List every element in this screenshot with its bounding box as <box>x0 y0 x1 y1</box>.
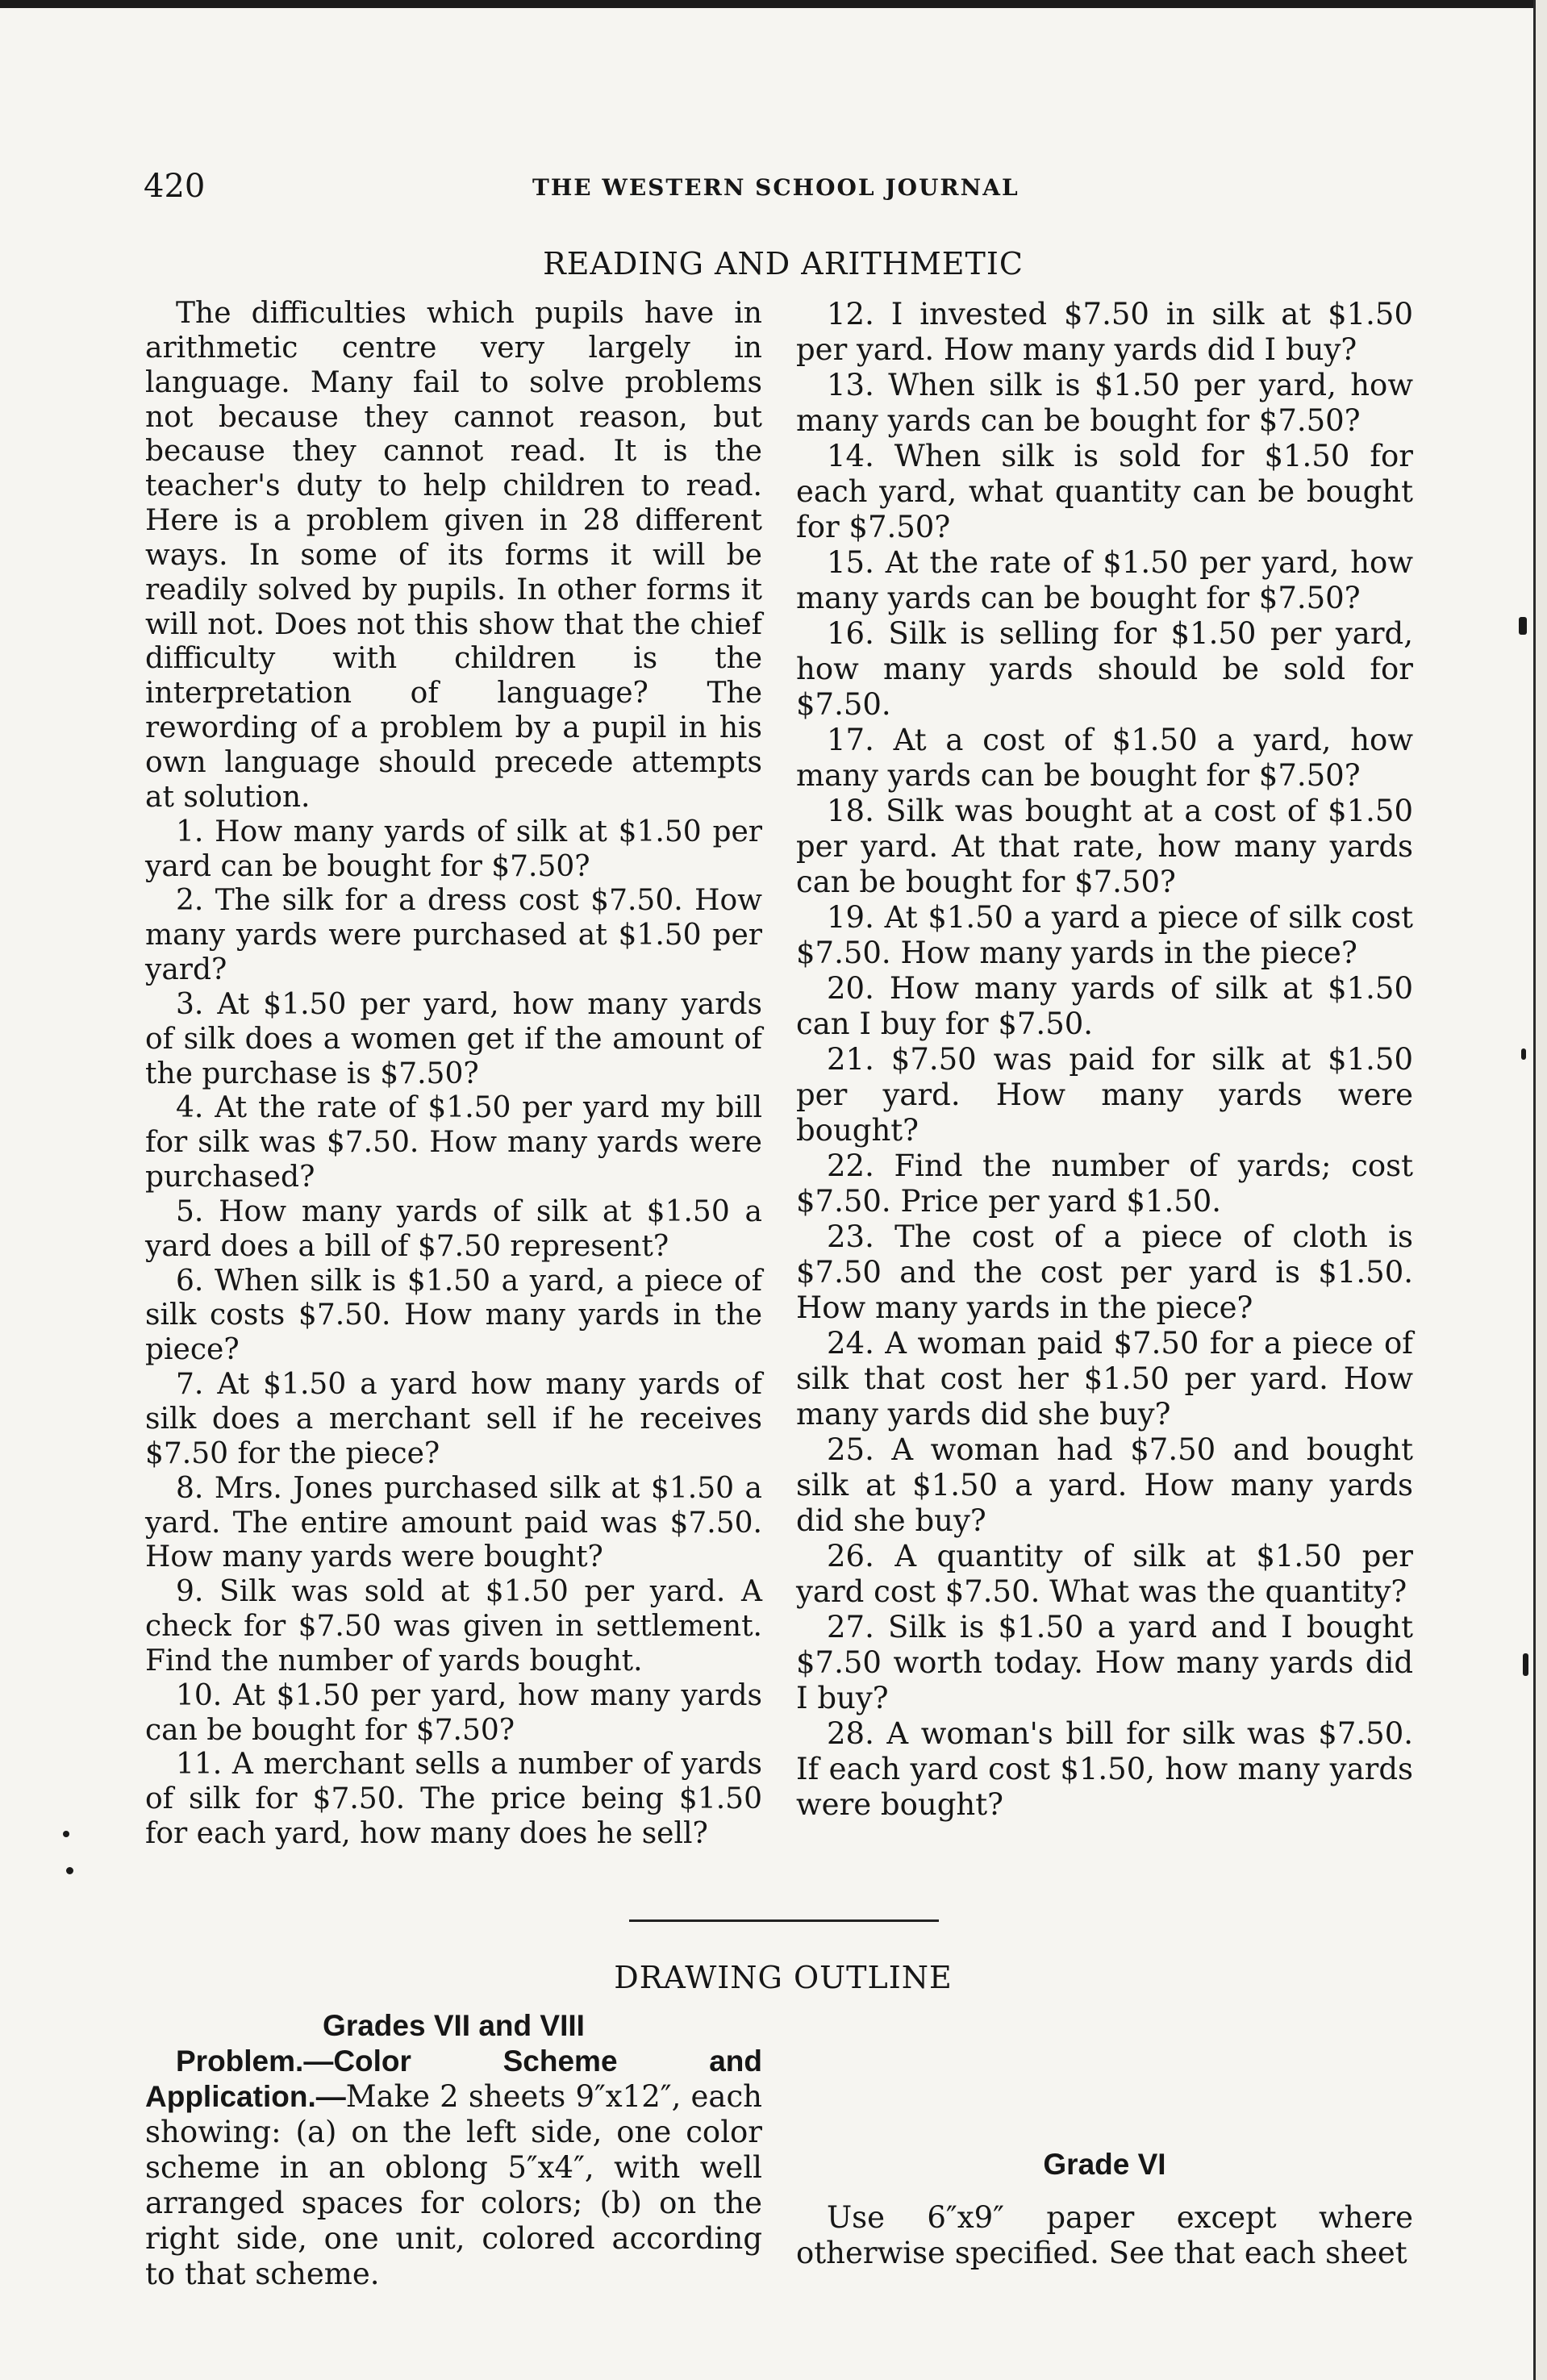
scan-speck <box>1519 617 1527 635</box>
drawing-section-title: DRAWING OUTLINE <box>614 1960 953 1995</box>
problem-item: 10. At $1.50 per yard, how many yards can be bought for $7.50? <box>145 1678 762 1747</box>
drawing-left-column <box>145 2008 762 2292</box>
problem-item: 4. At the rate of $1.50 per yard my bill for silk was $7.50. How many yards were purchased? <box>145 1091 762 1194</box>
problem-item: 27. Silk is $1.50 a yard and I bought $7.50 worth today. How many yards did I buy? <box>796 1610 1413 1715</box>
reading-right-column <box>796 297 1413 1823</box>
problem-item: 21. $7.50 was paid for silk at $1.50 per yard. How many yards were bought? <box>796 1042 1413 1148</box>
scan-speck <box>1521 1048 1526 1060</box>
problem-item: 18. Silk was bought at a cost of $1.50 per yard. At that rate, how many yards can be bought for $7.50? <box>796 794 1413 899</box>
grade6-text: Use 6″x9″ paper except where otherwise specified. See that each sheet <box>796 2200 1413 2270</box>
problem-item: 13. When silk is $1.50 per yard, how many yards can be bought for $7.50? <box>796 368 1413 438</box>
page-right-edge <box>1533 0 1536 2380</box>
problem-item: 16. Silk is selling for $1.50 per yard, how many yards should be sold for $7.50. <box>796 616 1413 722</box>
problem-label: Problem.—Color Scheme and Application.— <box>145 2044 762 2113</box>
reading-left-column <box>145 297 762 1852</box>
problem-item: 2. The silk for a dress cost $7.50. How many yards were purchased at $1.50 per yard? <box>145 884 762 987</box>
scan-speck <box>1523 1653 1528 1676</box>
problem-item: 3. At $1.50 per yard, how many yards of silk does a women get if the amount of the purchase is $7.50? <box>145 987 762 1090</box>
problem-item: 7. At $1.50 a yard how many yards of silk does a merchant sell if he receives $7.50 for the piece? <box>145 1368 762 1470</box>
page-header <box>144 168 1031 216</box>
problem-item: 1. How many yards of silk at $1.50 per yard can be bought for $7.50? <box>145 815 762 883</box>
scan-speck <box>63 1831 69 1837</box>
problem-item: 28. A woman's bill for silk was $7.50. If each yard cost $1.50, how many yards were bought? <box>796 1716 1413 1822</box>
drawing-right-column <box>796 2147 1413 2271</box>
problem-item: 22. Find the number of yards; cost $7.50. Price per yard $1.50. <box>796 1148 1413 1219</box>
page-right-margin <box>1536 0 1547 2380</box>
page-number: 420 <box>144 168 206 205</box>
problem-paragraph <box>145 2044 762 2292</box>
page-top-edge <box>0 0 1547 8</box>
scan-speck <box>66 1867 73 1874</box>
problem-item: 12. I invested $7.50 in silk at $1.50 per yard. How many yards did I buy? <box>796 297 1413 367</box>
problem-item: 26. A quantity of silk at $1.50 per yard cost $7.50. What was the quantity? <box>796 1539 1413 1609</box>
problem-text: Make 2 sheets 9″x12″, each showing: (a) on the left side, one color scheme in an oblong 5″x4″, with well arranged spaces for colors; (b) on the right side, one unit, colored according to that scheme. <box>145 2079 762 2291</box>
problem-item: 17. At a cost of $1.50 a yard, how many yards can be bought for $7.50? <box>796 723 1413 793</box>
reading-section-title: READING AND ARITHMETIC <box>543 246 1024 281</box>
reading-intro: The difficulties which pupils have in arithmetic centre very largely in language. Many fail to solve problems not because they cannot reason, but because they cannot read. It is the teacher's duty to help children to read. Here is a problem given in 28 different ways. In some of its forms it will be readily solved by pupils. In other forms it will not. Does not this show that the chief difficulty with children is the interpretation of language? The rewording of a problem by a pupil in his own language should precede attempts at solution. <box>145 297 762 814</box>
section-divider <box>629 1919 939 1922</box>
grade6-heading: Grade VI <box>1043 2148 1166 2181</box>
problem-item: 19. At $1.50 a yard a piece of silk cost $7.50. How many yards in the piece? <box>796 900 1413 970</box>
running-head: THE WESTERN SCHOOL JOURNAL <box>532 174 1020 201</box>
problem-item: 14. When silk is sold for $1.50 for each yard, what quantity can be bought for $7.50? <box>796 439 1413 544</box>
problem-item: 8. Mrs. Jones purchased silk at $1.50 a yard. The entire amount paid was $7.50. How many yards were bought? <box>145 1471 762 1574</box>
grades-heading: Grades VII and VIII <box>323 2009 585 2042</box>
problem-item: 9. Silk was sold at $1.50 per yard. A check for $7.50 was given in settlement. Find the number of yards bought. <box>145 1575 762 1678</box>
problem-item: 20. How many yards of silk at $1.50 can I buy for $7.50. <box>796 971 1413 1041</box>
problem-item: 6. When silk is $1.50 a yard, a piece of silk costs $7.50. How many yards in the piece? <box>145 1264 762 1367</box>
problem-item: 11. A merchant sells a number of yards of silk for $7.50. The price being $1.50 for each yard, how many does he sell? <box>145 1748 762 1851</box>
problem-item: 24. A woman paid $7.50 for a piece of silk that cost her $1.50 per yard. How many yards did she buy? <box>796 1326 1413 1432</box>
problem-item: 23. The cost of a piece of cloth is $7.50 and the cost per yard is $1.50. How many yards in the piece? <box>796 1219 1413 1325</box>
problem-item: 5. How many yards of silk at $1.50 a yard does a bill of $7.50 represent? <box>145 1194 762 1263</box>
problem-item: 15. At the rate of $1.50 per yard, how many yards can be bought for $7.50? <box>796 545 1413 615</box>
problem-item: 25. A woman had $7.50 and bought silk at $1.50 a yard. How many yards did she buy? <box>796 1432 1413 1538</box>
